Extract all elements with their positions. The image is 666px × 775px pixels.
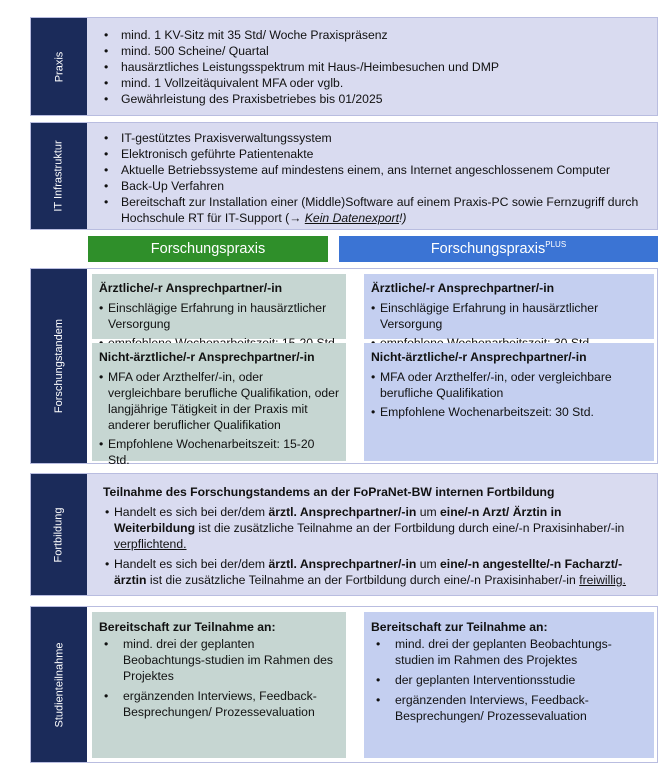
- studienteilnahme-side-label: Studienteilnahme: [31, 607, 87, 762]
- list-item: • der geplanten Interventionsstudie: [371, 672, 647, 688]
- fortbildung-paragraph-2: • Handelt es sich bei der/dem ärztl. Ansprechpartner/-in um eine/-n angestellte/-n Facharzt/-ärztin ist die zusätzliche Teilnahme an der Fortbildung durch eine/-n Praxisinhaber/-in freiwillig.: [103, 556, 645, 588]
- it-section: [30, 122, 658, 230]
- list-item: • IT-gestütztes Praxisverwaltungssystem: [97, 130, 657, 146]
- fortbildung-section: [30, 473, 658, 596]
- list-item: • mind. drei der geplanten Beobachtungs-studien im Rahmen des Projektes: [371, 636, 647, 668]
- header-forschungspraxis: Forschungspraxis: [88, 236, 328, 262]
- list-item: • Empfohlene Wochenarbeitszeit: 30 Std.: [371, 404, 647, 420]
- studien-blue-box: Bereitschaft zur Teilnahme an: • mind. drei der geplanten Beobachtungs-studien im Rahmen des Projektes • der geplanten Interventionsstudie • ergänzenden Interviews, Feedback-Besprechungen/ Prozessevaluation: [364, 612, 654, 758]
- it-last-line: Hochschule RT für IT-Support (→ Kein Datenexport!): [121, 211, 407, 225]
- list-item: • hausärztliches Leistungsspektrum mit Haus-/Heimbesuchen und DMP: [97, 59, 657, 75]
- list-item: • Aktuelle Betriebssysteme auf mindestens einem, ans Internet angeschlossenem Computer: [97, 162, 657, 178]
- list-item: • mind. 500 Scheine/ Quartal: [97, 43, 657, 59]
- it-side-label: IT Infrastruktur: [31, 123, 87, 229]
- list-item: • Gewährleistung des Praxisbetriebes bis 01/2025: [97, 91, 657, 107]
- praxis-list: [97, 27, 657, 107]
- list-item: • Bereitschaft zur Installation einer (Middle)Software auf einem Praxis-PC sowie Fernzugriff durch: [97, 194, 657, 210]
- list-item: • ergänzenden Interviews, Feedback-Besprechungen/ Prozessevaluation: [371, 692, 647, 724]
- list-item: • Elektronisch geführte Patientenakte: [97, 146, 657, 162]
- praxis-content: [87, 18, 657, 115]
- list-item: • MFA oder Arzthelfer/-in, oder vergleichbare berufliche Qualifikation, oder langjährige Tätigkeit in der Praxis mit anderer beruflicher Qualifikation: [99, 369, 339, 433]
- list-item: • Empfohlene Wochenarbeitszeit: 15-20 Std.: [99, 436, 339, 468]
- list-item: • Einschlägige Erfahrung in hausärztlicher Versorgung: [99, 300, 339, 332]
- forschungstandem-side-label: Forschungstandem: [31, 269, 87, 463]
- kein-datenexport-text: Kein Datenexport: [304, 211, 399, 225]
- it-content: [87, 123, 657, 229]
- header-forschungspraxis-plus: Forschungspraxis $^{PLUS}$: [339, 236, 658, 262]
- tandem-blue-nicht-box: Nicht-ärztliche/-r Ansprechpartner/-in • MFA oder Arzthelfer/-in, oder vergleichbare berufliche Qualifikation • Empfohlene Wochenarbeitszeit: 30 Std.: [364, 343, 654, 461]
- it-list: [97, 130, 657, 210]
- list-item: • Einschlägige Erfahrung in hausärztlicher Versorgung: [371, 300, 647, 332]
- fortbildung-content: [87, 474, 657, 595]
- fortbildung-title: Teilnahme des Forschungstandems an der FoPraNet-BW internen Fortbildung: [103, 485, 555, 499]
- list-item: • MFA oder Arzthelfer/-in, oder vergleichbare berufliche Qualifikation: [371, 369, 647, 401]
- praxis-section: [30, 17, 658, 116]
- list-item: • mind. drei der geplanten Beobachtungs-studien im Rahmen des Projektes: [99, 636, 339, 684]
- tandem-green-nicht-box: Nicht-ärztliche/-r Ansprechpartner/-in • MFA oder Arzthelfer/-in, oder vergleichbare berufliche Qualifikation, oder langjährige Tätigkeit in der Praxis mit anderer beruflicher Qualifikation • Empfohlene Wochenarbeitszeit: 15-20 Std.: [92, 343, 346, 461]
- fortbildung-side-label: Fortbildung: [31, 474, 87, 595]
- fortbildung-paragraph-1: • Handelt es sich bei der/dem ärztl. Ansprechpartner/-in um eine/-n Arzt/ Ärztin in Weiterbildung ist die zusätzliche Teilnahme an der Fortbildung durch eine/-n Praxisinhaber/-in verpflichtend.: [103, 504, 645, 552]
- tandem-green-arzt-box: Ärztliche/-r Ansprechpartner/-in • Einschlägige Erfahrung in hausärztlicher Versorgung •: [92, 274, 346, 339]
- list-item: • mind. 1 Vollzeitäquivalent MFA oder vglb.: [97, 75, 657, 91]
- list-item: • mind. 1 KV-Sitz mit 35 Std/ Woche Praxispräsenz: [97, 27, 657, 43]
- list-item: • ergänzenden Interviews, Feedback-Besprechungen/ Prozessevaluation: [99, 688, 339, 720]
- studien-green-box: Bereitschaft zur Teilnahme an: • mind. drei der geplanten Beobachtungs-studien im Rahmen des Projektes • ergänzenden Interviews, Feedback-Besprechungen/ Prozessevaluation: [92, 612, 346, 758]
- list-item: • Back-Up Verfahren: [97, 178, 657, 194]
- praxis-side-label: Praxis: [31, 18, 87, 115]
- tandem-blue-arzt-box: Ärztliche/-r Ansprechpartner/-in • Einschlägige Erfahrung in hausärztlicher Versorgung •: [364, 274, 654, 339]
